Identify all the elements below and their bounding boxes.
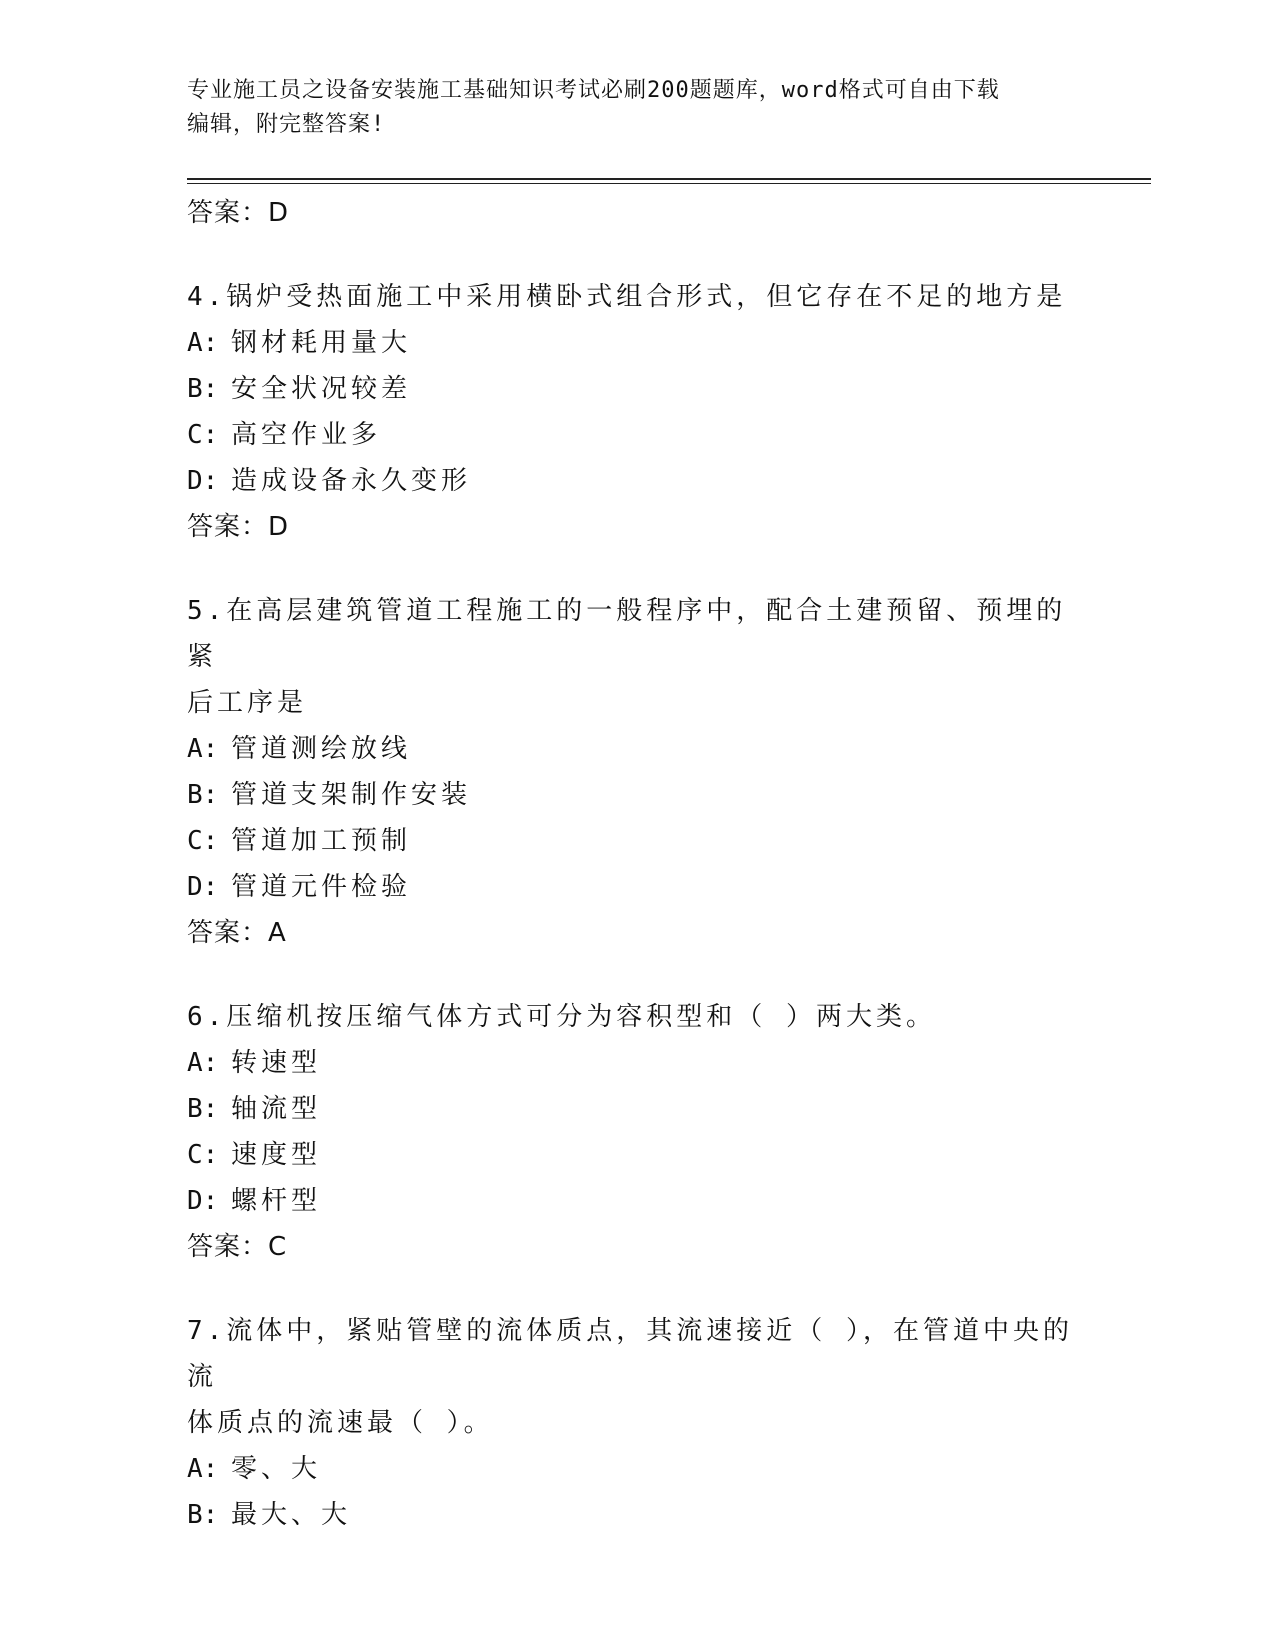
option-letter: D:: [187, 1186, 219, 1216]
option-text: 管道加工预制: [231, 826, 412, 856]
spacer: [187, 956, 1087, 994]
option-text: 钢材耗用量大: [231, 328, 412, 358]
option-a: [187, 726, 1087, 772]
option-letter: A:: [187, 1454, 219, 1484]
option-d: [187, 1178, 1087, 1224]
answer-line: 答案：A: [187, 918, 287, 948]
option-letter: B:: [187, 780, 219, 810]
question-block: [187, 1308, 1087, 1538]
option-letter: D:: [187, 872, 219, 902]
document-header: [187, 74, 1087, 142]
option-text: 螺杆型: [231, 1186, 322, 1216]
option-a: [187, 320, 1087, 366]
question-text: 6.压缩机按压缩气体方式可分为容积型和（ ）两大类。: [187, 1002, 936, 1032]
option-letter: B:: [187, 374, 219, 404]
header-line-2: 编辑，附完整答案!: [187, 112, 386, 137]
option-a: [187, 1446, 1087, 1492]
option-a: [187, 1040, 1087, 1086]
option-letter: A:: [187, 1048, 219, 1078]
option-letter: B:: [187, 1500, 219, 1530]
question-text-continued: 体质点的流速最（ ）。: [187, 1408, 494, 1438]
option-b: [187, 772, 1087, 818]
question-text: 7.流体中，紧贴管壁的流体质点，其流速接近（ ），在管道中央的流: [187, 1316, 1073, 1392]
option-text: 管道支架制作安装: [231, 780, 472, 810]
header-divider-thick: [187, 178, 1151, 180]
option-d: [187, 458, 1087, 504]
option-c: [187, 412, 1087, 458]
answer-line: 答案：C: [187, 1232, 288, 1262]
spacer: [187, 550, 1087, 588]
option-text: 安全状况较差: [231, 374, 412, 404]
option-d: [187, 864, 1087, 910]
option-c: [187, 1132, 1087, 1178]
option-text: 转速型: [231, 1048, 322, 1078]
option-letter: D:: [187, 466, 219, 496]
header-divider-thin: [187, 183, 1151, 184]
question-text: 4.锅炉受热面施工中采用横卧式组合形式，但它存在不足的地方是: [187, 282, 1067, 312]
option-letter: C:: [187, 420, 219, 450]
option-c: [187, 818, 1087, 864]
option-text: 速度型: [231, 1140, 322, 1170]
option-b: [187, 1492, 1087, 1538]
question-block: [187, 274, 1087, 550]
option-letter: C:: [187, 1140, 219, 1170]
question-block: [187, 994, 1087, 1270]
spacer: [187, 1270, 1087, 1308]
option-text: 轴流型: [231, 1094, 322, 1124]
header-line-1: 专业施工员之设备安装施工基础知识考试必刷200题题库，word格式可自由下载: [187, 78, 1000, 103]
option-text: 管道元件检验: [231, 872, 412, 902]
option-text: 高空作业多: [231, 420, 382, 450]
option-text: 造成设备永久变形: [231, 466, 472, 496]
option-text: 最大、大: [231, 1500, 352, 1530]
question-text-continued: 后工序是: [187, 688, 308, 718]
spacer: [187, 236, 1087, 274]
option-letter: C:: [187, 826, 219, 856]
option-b: [187, 366, 1087, 412]
option-letter: A:: [187, 328, 219, 358]
document-body: [187, 190, 1087, 1538]
option-b: [187, 1086, 1087, 1132]
answer-line: 答案：D: [187, 198, 290, 228]
answer-line: 答案：D: [187, 512, 290, 542]
option-letter: A:: [187, 734, 219, 764]
option-letter: B:: [187, 1094, 219, 1124]
question-text: 5.在高层建筑管道工程施工的一般程序中，配合土建预留、预埋的紧: [187, 596, 1067, 672]
question-block: [187, 588, 1087, 956]
option-text: 零、大: [231, 1454, 322, 1484]
option-text: 管道测绘放线: [231, 734, 412, 764]
